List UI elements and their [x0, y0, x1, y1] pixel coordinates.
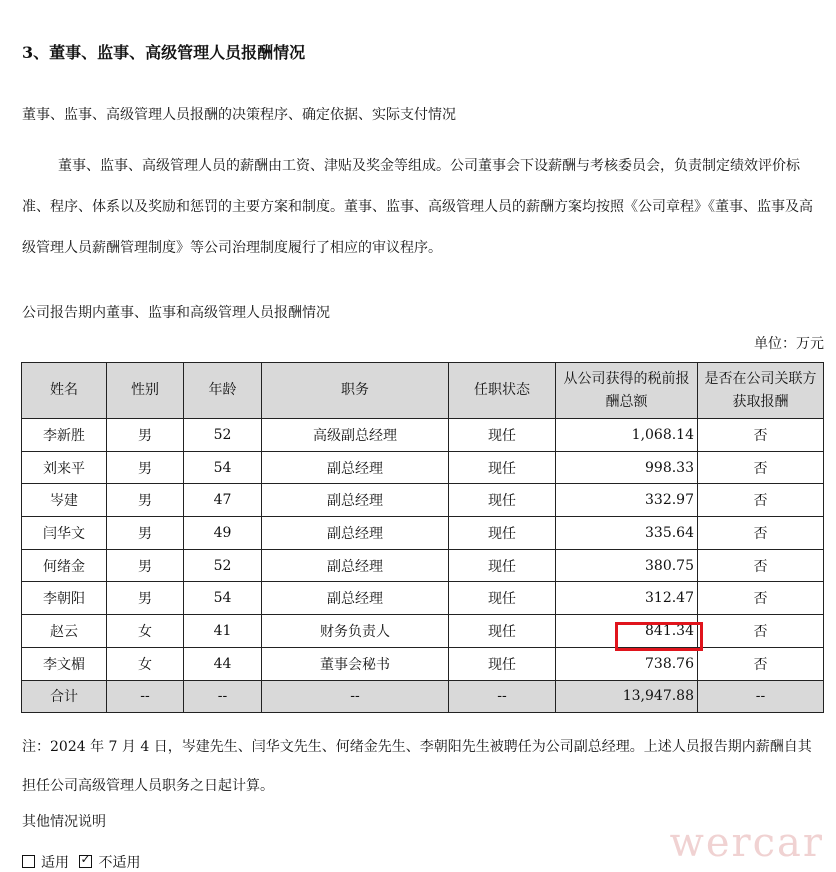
applicability-options: [22, 852, 146, 872]
cell-related-party-pay: 否: [698, 419, 824, 452]
header-related-party-pay: 是否在公司关联方获取报酬: [698, 363, 824, 419]
total-cell-status: --: [449, 680, 556, 713]
cell-age: 49: [184, 517, 262, 550]
cell-status: 现任: [449, 582, 556, 615]
cell-age: 54: [184, 451, 262, 484]
cell-position: 董事会秘书: [262, 647, 449, 680]
cell-age: 41: [184, 615, 262, 648]
compensation-paragraph: 董事、监事、高级管理人员的薪酬由工资、津贴及奖金等组成。公司董事会下设薪酬与考核委员会，负责制定绩效评价标准、程序、体系以及奖励和惩罚的主要方案和制度。董事、监事、高级管理人员的薪酬方案均按照《公司章程》《董事、监事及高级管理人员薪酬管理制度》等公司治理制度履行了相应的审议程序。: [22, 158, 813, 256]
table-header-row: [22, 363, 824, 419]
cell-related-party-pay: 否: [698, 517, 824, 550]
cell-status: 现任: [449, 647, 556, 680]
decision-line: 董事、监事、高级管理人员报酬的决策程序、确定依据、实际支付情况: [22, 107, 456, 123]
total-cell-pretax-pay: 13,947.88: [556, 680, 698, 713]
cell-pretax-pay: 312.47: [556, 582, 698, 615]
cell-gender: 男: [107, 484, 184, 517]
cell-position: 副总经理: [262, 549, 449, 582]
table-row: [22, 419, 824, 452]
cell-gender: 男: [107, 582, 184, 615]
cell-related-party-pay: 否: [698, 647, 824, 680]
watermark: wercar: [669, 820, 824, 866]
cell-pretax-pay: 335.64: [556, 517, 698, 550]
other-info-title: 其他情况说明: [22, 814, 106, 830]
cell-age: 52: [184, 419, 262, 452]
cell-pretax-pay: 998.33: [556, 451, 698, 484]
cell-related-party-pay: 否: [698, 615, 824, 648]
table-row: [22, 615, 824, 648]
header-age: 年龄: [184, 363, 262, 419]
cell-related-party-pay: 否: [698, 484, 824, 517]
total-cell-position: --: [262, 680, 449, 713]
cell-position: 副总经理: [262, 484, 449, 517]
total-cell-name: 合计: [22, 680, 107, 713]
applicable-checkbox[interactable]: [22, 855, 35, 868]
table-row: [22, 549, 824, 582]
cell-status: 现任: [449, 419, 556, 452]
cell-gender: 女: [107, 647, 184, 680]
table-row: [22, 582, 824, 615]
highlight-box: [615, 622, 703, 651]
cell-position: 高级副总经理: [262, 419, 449, 452]
cell-position: 财务负责人: [262, 615, 449, 648]
table-row: [22, 647, 824, 680]
table-caption: 公司报告期内董事、监事和高级管理人员报酬情况: [22, 305, 330, 321]
header-pretax-pay: 从公司获得的税前报酬总额: [556, 363, 698, 419]
header-position: 职务: [262, 363, 449, 419]
cell-gender: 男: [107, 451, 184, 484]
cell-pretax-pay: 1,068.14: [556, 419, 698, 452]
cell-position: 副总经理: [262, 582, 449, 615]
applicable-label: 适用: [41, 855, 69, 871]
cell-name: 刘来平: [22, 451, 107, 484]
header-gender: 性别: [107, 363, 184, 419]
cell-gender: 女: [107, 615, 184, 648]
unit-label: 单位：万元: [754, 336, 824, 352]
cell-gender: 男: [107, 419, 184, 452]
cell-position: 副总经理: [262, 451, 449, 484]
cell-age: 54: [184, 582, 262, 615]
compensation-table: [21, 362, 824, 713]
table-row: [22, 451, 824, 484]
cell-status: 现任: [449, 517, 556, 550]
cell-pretax-pay: 738.76: [556, 647, 698, 680]
table-row: [22, 517, 824, 550]
cell-related-party-pay: 否: [698, 582, 824, 615]
cell-status: 现任: [449, 484, 556, 517]
cell-position: 副总经理: [262, 517, 449, 550]
cell-name: 李朝阳: [22, 582, 107, 615]
table-row: [22, 484, 824, 517]
cell-name: 赵云: [22, 615, 107, 648]
cell-gender: 男: [107, 549, 184, 582]
not-applicable-checkbox[interactable]: [79, 855, 92, 868]
total-row: [22, 680, 824, 713]
cell-related-party-pay: 否: [698, 549, 824, 582]
cell-status: 现任: [449, 615, 556, 648]
header-name: 姓名: [22, 363, 107, 419]
section-heading: 3、董事、监事、高级管理人员报酬情况: [22, 43, 306, 62]
cell-name: 闫华文: [22, 517, 107, 550]
cell-age: 52: [184, 549, 262, 582]
cell-related-party-pay: 否: [698, 451, 824, 484]
cell-name: 岑建: [22, 484, 107, 517]
cell-name: 李文楣: [22, 647, 107, 680]
cell-status: 现任: [449, 549, 556, 582]
header-status: 任职状态: [449, 363, 556, 419]
cell-name: 何绪金: [22, 549, 107, 582]
cell-name: 李新胜: [22, 419, 107, 452]
footnote: 注：2024 年 7 月 4 日，岑建先生、闫华文先生、何绪金先生、李朝阳先生被聘任为公司副总经理。上述人员报告期内薪酬自其担任公司高级管理人员职务之日起计算。: [22, 739, 812, 794]
cell-pretax-pay: 332.97: [556, 484, 698, 517]
cell-age: 47: [184, 484, 262, 517]
total-cell-age: --: [184, 680, 262, 713]
total-cell-gender: --: [107, 680, 184, 713]
cell-gender: 男: [107, 517, 184, 550]
cell-pretax-pay: 841.34: [556, 615, 698, 648]
cell-age: 44: [184, 647, 262, 680]
cell-pretax-pay: 380.75: [556, 549, 698, 582]
cell-status: 现任: [449, 451, 556, 484]
total-cell-related-party-pay: --: [698, 680, 824, 713]
not-applicable-label: 不适用: [98, 855, 141, 871]
